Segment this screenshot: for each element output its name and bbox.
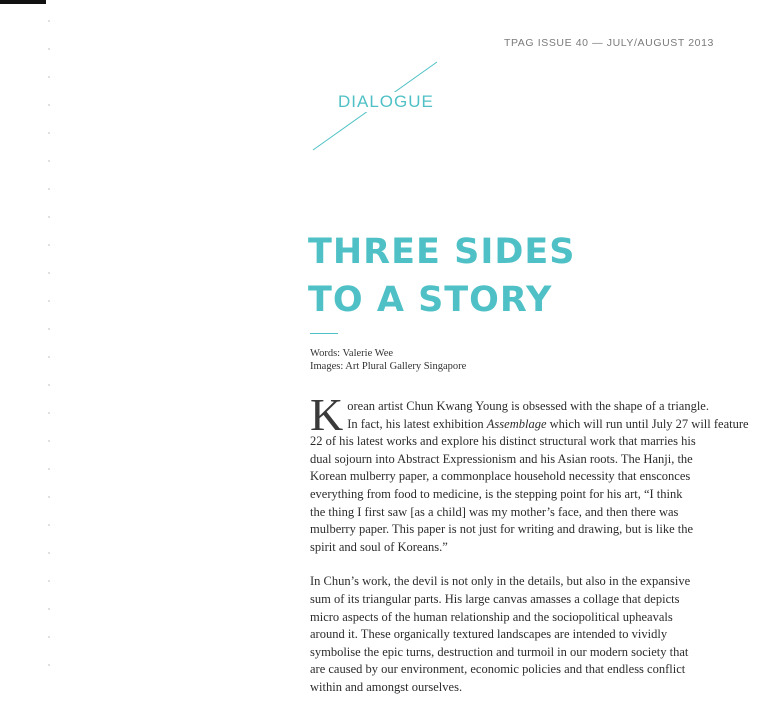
binding-dots	[48, 20, 52, 710]
text-line: 22 of his latest works and explore his distinct structural work that marries his	[310, 434, 696, 449]
binding-dot	[48, 300, 50, 302]
exhibition-title: Assemblage	[486, 416, 547, 431]
text-line: mulberry paper. This paper is not just for writing and drawing, but is like the	[310, 522, 694, 537]
text-line: orean artist Chun Kwang Young is obsessed with the shape of a triangle.	[347, 399, 709, 413]
binding-dot	[48, 272, 50, 274]
binding-dot	[48, 524, 50, 526]
text-line: everything from food to medicine, is the stepping point for his art, “I think	[310, 486, 683, 501]
binding-dot	[48, 580, 50, 582]
credits	[310, 347, 466, 373]
binding-dot	[48, 328, 50, 330]
binding-dot	[48, 552, 50, 554]
text-line: the thing I first saw [as a child] was my mother’s face, and then there was	[310, 504, 679, 519]
text-run: In fact, his latest exhibition	[347, 416, 487, 431]
binding-dot	[48, 132, 50, 134]
issue-line: TPAG ISSUE 40 — JULY/AUGUST 2013	[503, 37, 714, 49]
text-line: Korean mulberry paper, a commonplace household necessity that ensconces	[310, 469, 691, 484]
binding-dot	[48, 20, 50, 22]
text-line: spirit and soul of Koreans.”	[310, 539, 448, 554]
binding-dot	[48, 76, 50, 78]
binding-dot	[48, 496, 50, 498]
scan-edge-bar	[0, 0, 46, 4]
headline	[308, 228, 576, 324]
binding-dot	[48, 104, 50, 106]
binding-dot	[48, 188, 50, 190]
binding-dot	[48, 468, 50, 470]
binding-dot	[48, 440, 50, 442]
text-line: micro aspects of the human relationship and the sociopolitical upheavals	[310, 609, 673, 624]
binding-dot	[48, 636, 50, 638]
binding-dot	[48, 216, 50, 218]
text-line	[310, 416, 749, 434]
headline-line-2: TO A STORY	[308, 280, 553, 320]
section-label: DIALOGUE	[338, 92, 434, 111]
binding-dot	[48, 608, 50, 610]
text-line: around it. These organically textured landscapes are intended to vividly	[310, 627, 668, 642]
text-line: dual sojourn into Abstract Expressionism and his Asian roots. The Hanji, the	[310, 451, 693, 466]
binding-dot	[48, 244, 50, 246]
drop-cap: K	[310, 389, 344, 440]
text-line: are caused by our environment, economic policies and that endless conflict	[310, 662, 686, 677]
binding-dot	[48, 356, 50, 358]
headline-rule	[310, 333, 338, 334]
binding-dot	[48, 48, 50, 50]
binding-dot	[48, 664, 50, 666]
binding-dot	[48, 160, 50, 162]
text-line: In Chun’s work, the devil is not only in the details, but also in the expansive	[310, 574, 691, 589]
article-paragraph	[310, 389, 749, 556]
binding-dot	[48, 384, 50, 386]
text-line: symbolise the epic turns, destruction and turmoil in our modern society that	[310, 644, 689, 659]
credit-words: Words: Valerie Wee	[310, 348, 394, 359]
credit-images: Images: Art Plural Gallery Singapore	[310, 361, 467, 372]
text-run: which will run until July 27 will feature	[546, 416, 749, 431]
binding-dot	[48, 412, 50, 414]
article-body	[310, 389, 749, 697]
text-line: within and amongst ourselves.	[310, 679, 463, 694]
article-paragraph	[310, 573, 725, 696]
headline-line-1: THREE SIDES	[308, 232, 576, 272]
text-line: sum of its triangular parts. His large canvas amasses a collage that depicts	[310, 591, 680, 606]
